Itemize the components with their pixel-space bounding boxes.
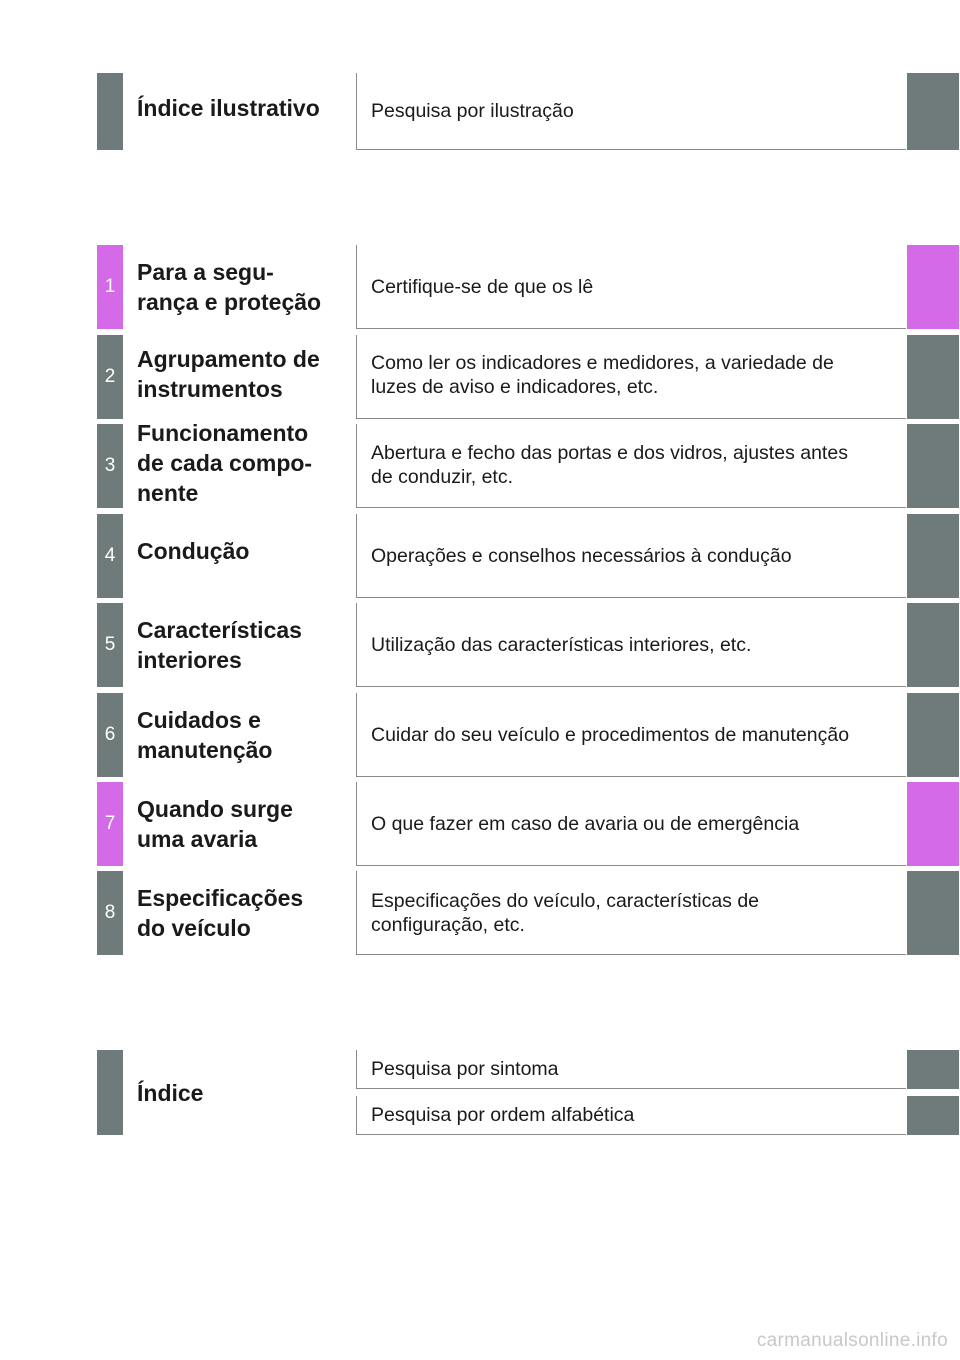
section-title-3: Funcionamento de cada compo- nente xyxy=(137,420,313,506)
section-title-7: Quando surge uma avaria xyxy=(137,796,293,852)
section-number-6: 6 xyxy=(97,693,123,777)
index-item-symptom-tab[interactable] xyxy=(907,1050,959,1089)
section-row-3[interactable] xyxy=(97,420,959,508)
section-row-8[interactable] xyxy=(97,871,959,955)
section-number-1: 1 xyxy=(97,245,123,329)
index-left-tab xyxy=(97,1050,123,1135)
section-right-tab-2[interactable] xyxy=(907,335,959,419)
watermark: carmanualsonline.info xyxy=(756,1330,948,1351)
section-row-1[interactable] xyxy=(97,245,959,329)
section-description-2[interactable]: Como ler os indicadores e medidores, a variedade de luzes de aviso e indicadores, etc. xyxy=(356,335,906,419)
section-right-tab-4[interactable] xyxy=(907,514,959,598)
section-title-2: Agrupamento de instrumentos xyxy=(137,346,320,402)
illustrated-index-right-tab[interactable] xyxy=(907,73,959,150)
section-row-5[interactable] xyxy=(97,603,959,687)
index-item-alphabetical[interactable]: Pesquisa por ordem alfabética xyxy=(356,1096,906,1135)
section-row-4[interactable] xyxy=(97,514,959,598)
index-item-alphabetical-tab[interactable] xyxy=(907,1096,959,1135)
section-row-7[interactable] xyxy=(97,782,959,866)
section-description-8[interactable]: Especificações do veículo, características de configuração, etc. xyxy=(356,871,906,955)
section-row-2[interactable] xyxy=(97,335,959,419)
section-right-tab-3[interactable] xyxy=(907,424,959,508)
section-title-8: Especificações do veículo xyxy=(137,885,304,941)
illustrated-index-title: Índice ilustrativo xyxy=(137,95,320,121)
section-right-tab-7[interactable] xyxy=(907,782,959,866)
section-right-tab-1[interactable] xyxy=(907,245,959,329)
section-number-2: 2 xyxy=(97,335,123,419)
section-right-tab-6[interactable] xyxy=(907,693,959,777)
index-item-symptom[interactable]: Pesquisa por sintoma xyxy=(356,1050,906,1089)
section-number-5: 5 xyxy=(97,603,123,687)
illustrated-index-description[interactable]: Pesquisa por ilustração xyxy=(356,73,906,150)
index-title: Índice xyxy=(137,1079,204,1106)
index-section xyxy=(97,1050,959,1135)
section-description-4[interactable]: Operações e conselhos necessários à condução xyxy=(356,514,906,598)
section-number-4: 4 xyxy=(97,514,123,598)
illustrated-index-left-tab xyxy=(97,73,123,150)
section-description-3[interactable]: Abertura e fecho das portas e dos vidros, ajustes antes de conduzir, etc. xyxy=(356,424,906,508)
section-right-tab-8[interactable] xyxy=(907,871,959,955)
section-description-5[interactable]: Utilização das características interiores, etc. xyxy=(356,603,906,687)
section-description-7[interactable]: O que fazer em caso de avaria ou de emergência xyxy=(356,782,906,866)
section-title-4: Condução xyxy=(137,538,250,564)
section-description-1[interactable]: Certifique-se de que os lê xyxy=(356,245,906,329)
section-number-7: 7 xyxy=(97,782,123,866)
illustrated-index-row[interactable] xyxy=(97,73,959,150)
section-title-6: Cuidados e manutenção xyxy=(137,707,273,763)
section-number-8: 8 xyxy=(97,871,123,955)
section-description-6[interactable]: Cuidar do seu veículo e procedimentos de manutenção xyxy=(356,693,906,777)
section-row-6[interactable] xyxy=(97,693,959,777)
section-title-5: Características interiores xyxy=(137,617,302,673)
section-title-1: Para a segu- rança e proteção xyxy=(137,259,322,315)
section-number-3: 3 xyxy=(97,424,123,508)
section-right-tab-5[interactable] xyxy=(907,603,959,687)
